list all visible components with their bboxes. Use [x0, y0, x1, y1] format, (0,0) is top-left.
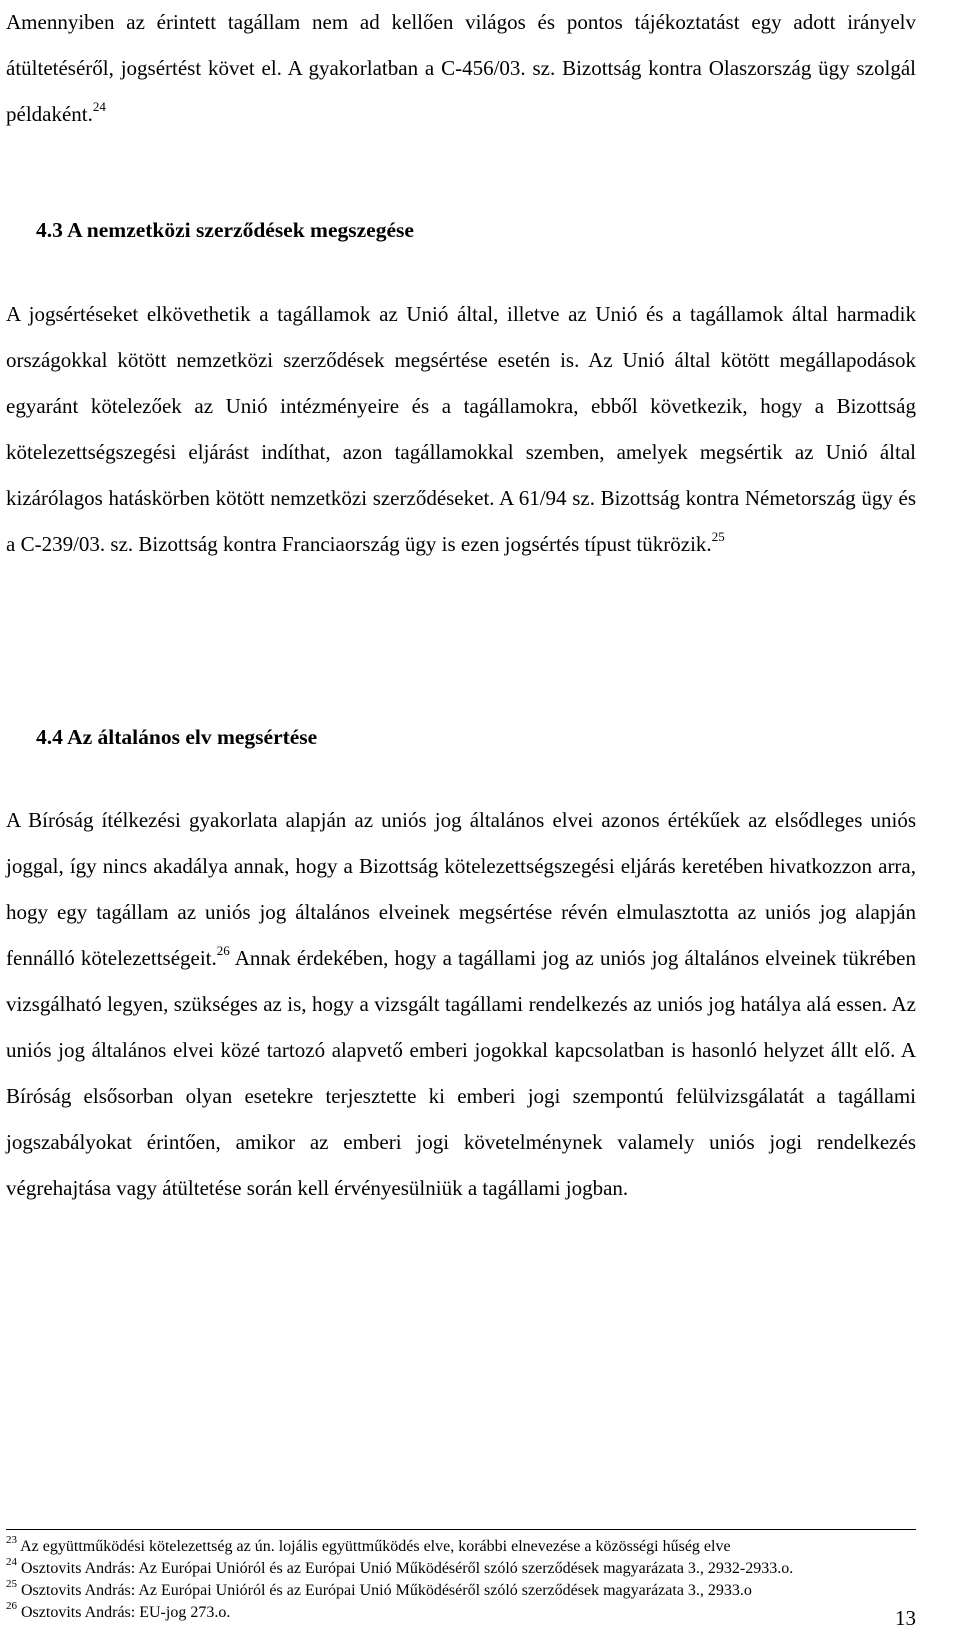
section-4-4-paragraph [6, 797, 916, 1211]
footnote-ref-24: 24 [92, 99, 106, 114]
footnote-number: 25 [6, 1578, 17, 1590]
page-number: 13 [895, 1606, 916, 1630]
footnote-number: 26 [6, 1600, 17, 1612]
section-4-4-paragraph-text-2: Annak érdekében, hogy a tagállami jog az uniós jog általános elveinek tükrében vizsgálható legyen, szükséges az is, hogy a vizsgált tagállami rendelkezés az uniós jog hatálya alá essen. Az uniós jog általános elvei közé tartozó alapvető emberi jogokkal kapcsolatban is hasonló helyzet állt elő. A Bíróság elsősorban olyan esetekre terjesztette ki emberi jogi szempontú felülvizsgálatát a tagállami jogszabályokat érintően, amikor az emberi jogi követelménynek valamely uniós jogi rendelkezés végrehajtása vagy átültetése során kell érvényesülniük a tagállami jogban. [6, 946, 916, 1200]
footnote-text: Osztovits András: Az Európai Unióról és az Európai Unió Működéséről szóló szerződések magyarázata 3., 2933.o [17, 1582, 752, 1599]
section-4-3-paragraph [6, 291, 916, 567]
footnote-26 [6, 1602, 916, 1624]
footnote-text: Osztovits András: EU-jog 273.o. [17, 1604, 231, 1621]
footnote-text: Az együttműködési kötelezettség az ún. lojális együttműködés elve, korábbi elnevezése a közösségi hűség elve [17, 1538, 731, 1555]
section-4-4-paragraph-text-1: A Bíróság ítélkezési gyakorlata alapján az uniós jog általános elvei azonos értékűek az elsődleges uniós joggal, így nincs akadálya annak, hogy a Bizottság kötelezettségszegési eljárás keretében hivatkozzon arra, hogy egy tagállam az uniós jog általános elveinek megsértése révén elmulasztotta az uniós jog alapján fennálló kötelezettségeit. [6, 808, 916, 970]
footnote-ref-25: 25 [711, 529, 725, 544]
section-4-4-heading: 4.4 Az általános elv megsértése [36, 725, 318, 749]
footnote-ref-26: 26 [216, 943, 230, 958]
footnote-number: 23 [6, 1534, 17, 1546]
section-4-3-heading: 4.3 A nemzetközi szerződések megszegése [36, 218, 414, 242]
footnote-text: Osztovits András: Az Európai Unióról és az Európai Unió Működéséről szóló szerződések magyarázata 3., 2932-2933.o. [17, 1560, 794, 1577]
intro-paragraph-text: Amennyiben az érintett tagállam nem ad kellően világos és pontos tájékoztatást egy adott irányelv átültetéséről, jogsértést követ el. A gyakorlatban a C-456/03. sz. Bizottság kontra Olaszország ügy szolgál példaként. [6, 10, 916, 126]
footnote-25 [6, 1580, 916, 1602]
footnote-number: 24 [6, 1556, 17, 1568]
footnote-23 [6, 1536, 916, 1558]
document-page [6, 0, 916, 1640]
footnote-separator [6, 1529, 916, 1530]
footnote-24 [6, 1558, 916, 1580]
intro-paragraph [6, 0, 916, 137]
section-4-3-paragraph-text: A jogsértéseket elkövethetik a tagállamok az Unió által, illetve az Unió és a tagállamok által harmadik országokkal kötött nemzetközi szerződések megsértése esetén is. Az Unió által kötött megállapodások egyaránt kötelezőek az Unió intézményeire és a tagállamokra, ebből következik, hogy a Bizottság kötelezettségszegési eljárást indíthat, azon tagállamokkal szemben, amelyek megsértik az Unió által kizárólagos hatáskörben kötött nemzetközi szerződéseket. A 61/94 sz. Bizottság kontra Németország ügy és a C-239/03. sz. Bizottság kontra Franciaország ügy is ezen jogsértés típust tükrözik. [6, 302, 916, 556]
footnotes [6, 1536, 916, 1624]
